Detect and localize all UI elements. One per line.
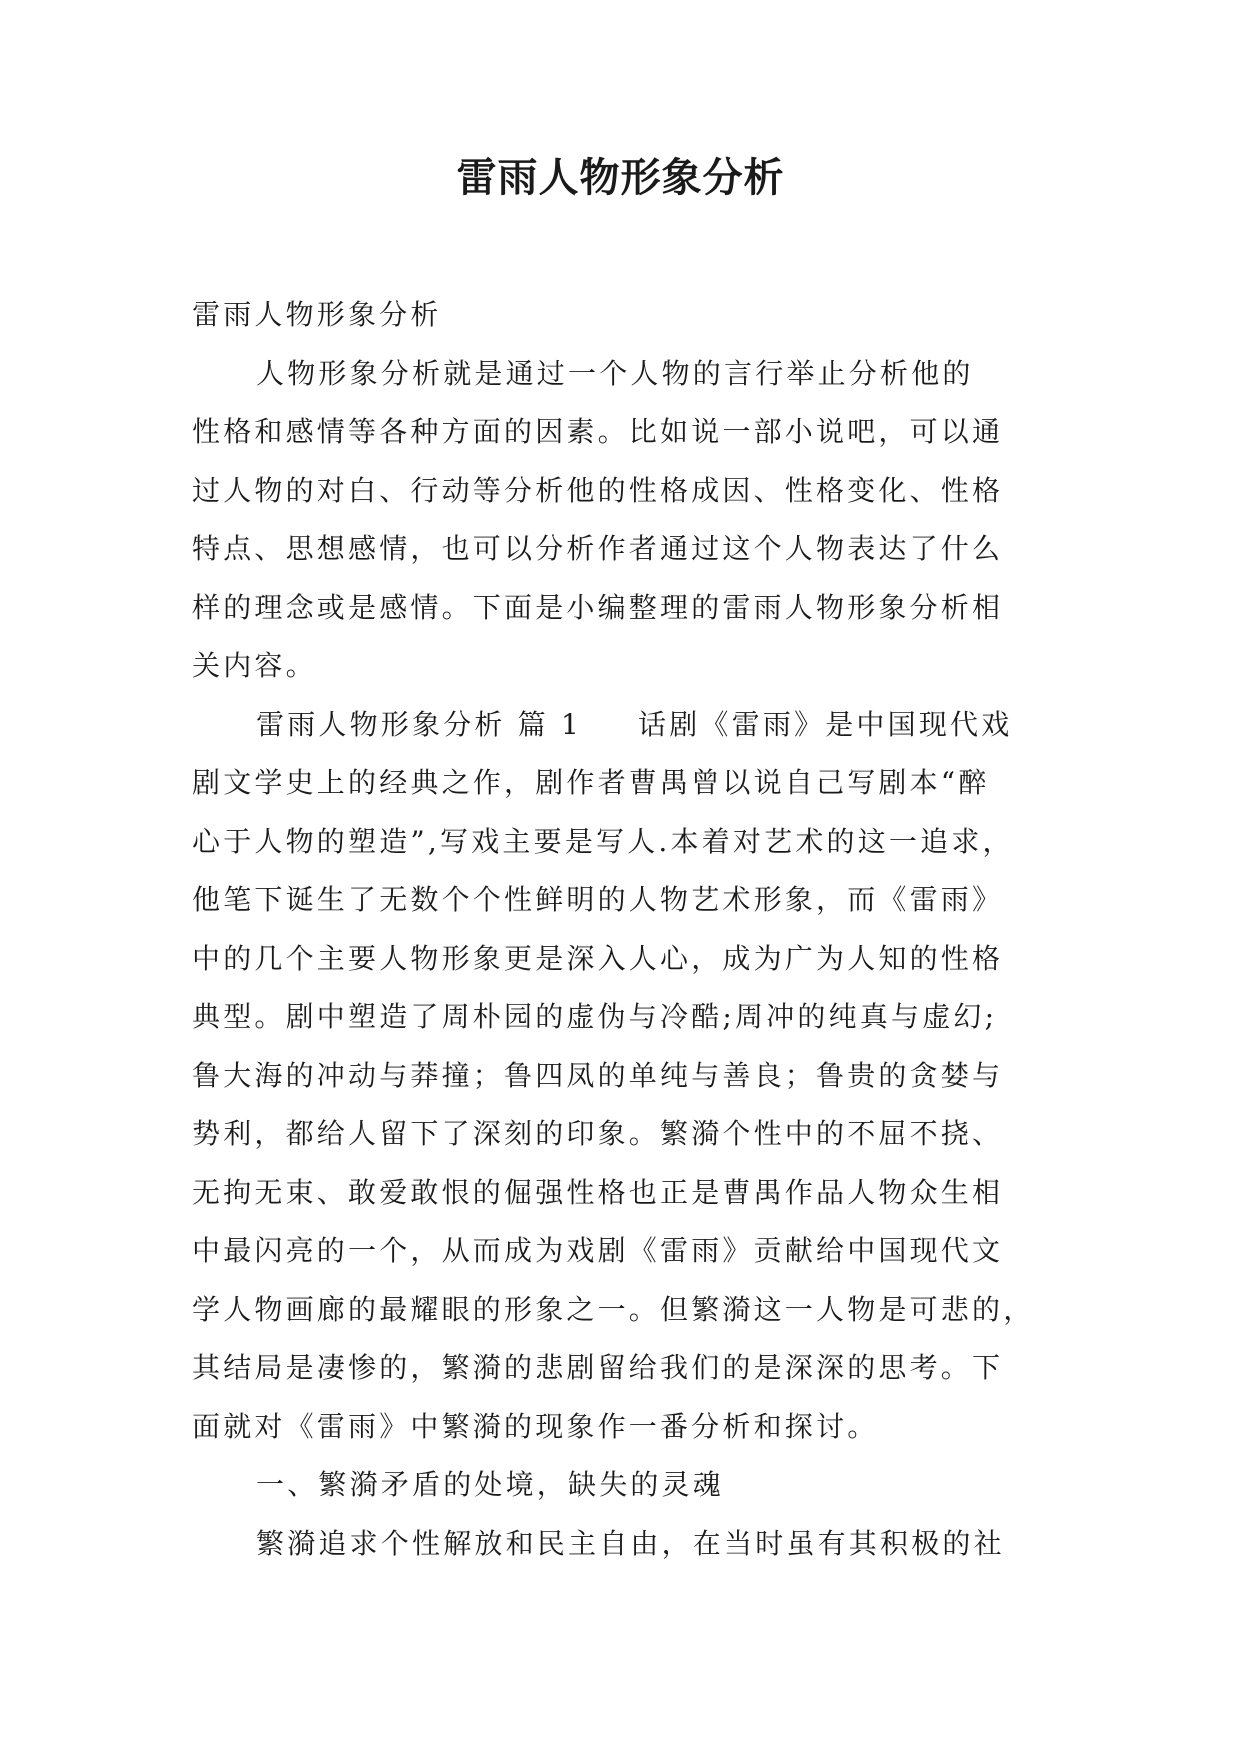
paragraph-line: 中最闪亮的一个，从而成为戏剧《雷雨》贡献给中国现代文 (192, 1234, 1004, 1267)
paragraph-line: 样的理念或是感情。下面是小编整理的雷雨人物形象分析相 (192, 590, 1004, 624)
paragraph-line: 他笔下诞生了无数个个性鲜明的人物艺术形象，而《雷雨》 (192, 883, 1004, 916)
paragraph-line: 剧文学史上的经典之作，剧作者曹禺曾以说自己写剧本“醉 (192, 766, 990, 799)
part-label: 雷雨人物形象分析 篇 1 (256, 707, 583, 741)
paragraph-line: 面就对《雷雨》中繁漪的现象作一番分析和探讨。 (192, 1409, 879, 1443)
document-body (192, 286, 1062, 1573)
paragraph-line: 人物形象分析就是通过一个人物的言行举止分析他的 (256, 356, 974, 390)
paragraph-line-text: 话剧《雷雨》是中国现代戏 (638, 707, 1013, 741)
paragraph-line: 典型。剧中塑造了周朴园的虚伪与冷酷;周冲的纯真与虚幻; (192, 1000, 998, 1033)
paragraph-line: 无拘无束、敢爱敢恨的倔强性格也正是曹禺作品人物众生相 (192, 1175, 1004, 1209)
paragraph-line: 繁漪追求个性解放和民主自由，在当时虽有其积极的社 (256, 1526, 1005, 1560)
paragraph-line: 其结局是凄惨的，繁漪的悲剧留给我们的是深深的思考。下 (192, 1351, 1004, 1384)
paragraph-line: 性格和感情等各种方面的因素。比如说一部小说吧，可以通 (192, 415, 1004, 448)
paragraph-line: 特点、思想感情，也可以分析作者通过这个人物表达了什么 (192, 532, 1004, 565)
paragraph-line: 关内容。 (192, 649, 317, 682)
document-title: 雷雨人物形象分析 (456, 155, 785, 201)
section-heading: 雷雨人物形象分析 (192, 298, 442, 331)
paragraph-line: 过人物的对白、行动等分析他的性格成因、性格变化、性格 (192, 473, 1004, 507)
paragraph-line (192, 696, 1062, 755)
section-heading: 一、繁漪矛盾的处境，缺失的灵魂 (256, 1468, 725, 1501)
paragraph-line: 鲁大海的冲动与莽撞；鲁四凤的单纯与善良；鲁贵的贪婪与 (192, 1058, 1004, 1092)
paragraph-line: 中的几个主要人物形象更是深入人心，成为广为人知的性格 (192, 941, 1004, 975)
paragraph-line: 势利，都给人留下了深刻的印象。繁漪个性中的不屈不挠、 (192, 1117, 1004, 1150)
paragraph-line: 心于人物的塑造”,写戏主要是写人.本着对艺术的这一追求， (192, 824, 1014, 858)
paragraph-line: 学人物画廊的最耀眼的形象之一。但繁漪这一人物是可悲的， (192, 1292, 1035, 1326)
